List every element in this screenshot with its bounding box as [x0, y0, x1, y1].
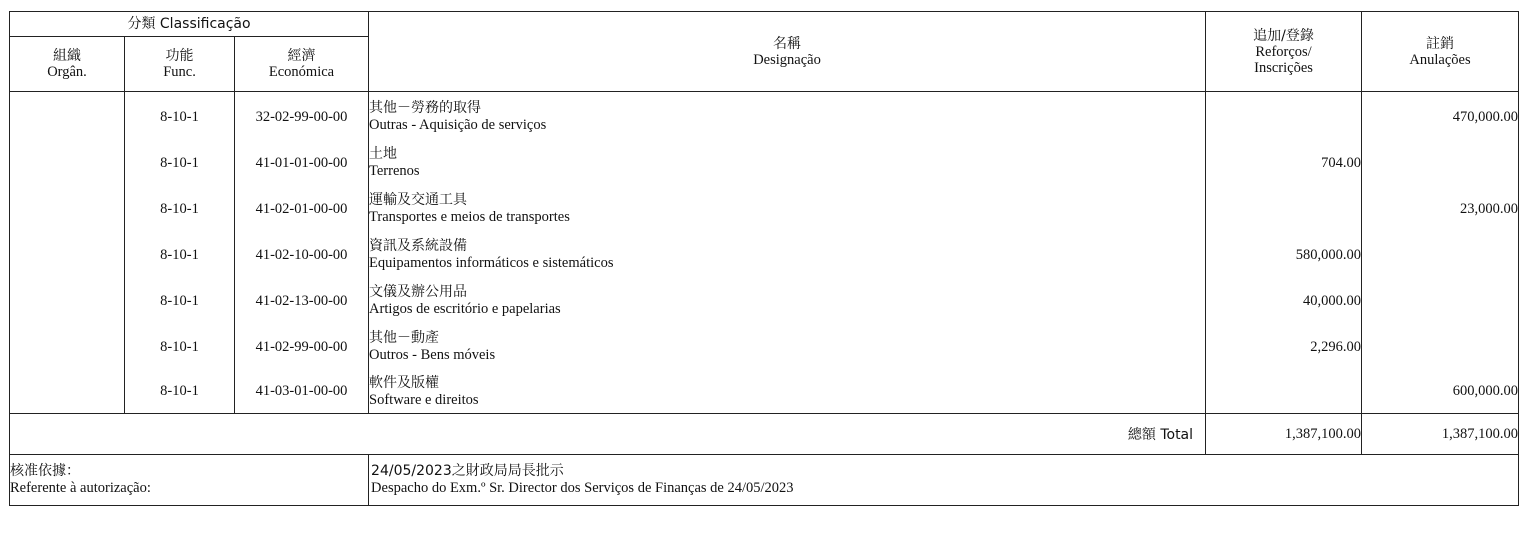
reforcos-pt1: Reforços/ — [1255, 43, 1312, 60]
econ-cell: 41-02-99-00-00 — [235, 324, 369, 370]
func-pt: Func. — [163, 64, 196, 80]
designation-cell — [369, 278, 1206, 324]
authorization-label-pt: Referente à autorização: — [10, 480, 151, 496]
table-row — [10, 370, 1519, 414]
func-cell: 8-10-1 — [125, 232, 235, 278]
organ-cell — [10, 140, 125, 186]
authorization-label-zh: 核准依據： — [10, 463, 80, 479]
anulacoes-cell — [1362, 232, 1519, 278]
econ-cell: 32-02-99-00-00 — [235, 92, 369, 141]
organ-cell — [10, 232, 125, 278]
designation-pt-text: Transportes e meios de transportes — [369, 209, 570, 225]
anulacoes-cell — [1362, 324, 1519, 370]
designation-header — [369, 12, 1206, 92]
table-row — [10, 140, 1519, 186]
designation-cell — [369, 324, 1206, 370]
func-header — [125, 37, 235, 92]
econ-cell: 41-01-01-00-00 — [235, 140, 369, 186]
table-row — [10, 324, 1519, 370]
designation-zh: 名稱 — [773, 35, 802, 52]
econ-header — [235, 37, 369, 92]
designation-pt-text: Outros - Bens móveis — [369, 347, 496, 363]
reforcos-cell — [1206, 92, 1362, 141]
designation-zh-text: 其他－勞務的取得 — [369, 100, 482, 116]
table-row — [10, 232, 1519, 278]
reforcos-header — [1206, 12, 1362, 92]
organ-pt: Orgân. — [47, 64, 87, 80]
designation-cell — [369, 140, 1206, 186]
authorization-label — [10, 455, 369, 506]
econ-pt: Económica — [268, 64, 335, 80]
reforcos-cell: 2,296.00 — [1206, 324, 1362, 370]
func-zh: 功能 — [165, 48, 194, 64]
designation-pt-text: Terrenos — [369, 163, 420, 179]
designation-cell — [369, 232, 1206, 278]
total-row — [10, 414, 1519, 455]
organ-cell — [10, 278, 125, 324]
econ-cell: 41-03-01-00-00 — [235, 370, 369, 414]
table-row — [10, 186, 1519, 232]
designation-pt-text: Equipamentos informáticos e sistemáticos — [369, 255, 614, 271]
econ-cell: 41-02-01-00-00 — [235, 186, 369, 232]
anulacoes-cell: 470,000.00 — [1362, 92, 1519, 141]
reforcos-cell: 580,000.00 — [1206, 232, 1362, 278]
total-label-text: 總額 Total — [1127, 427, 1194, 443]
func-cell: 8-10-1 — [125, 92, 235, 141]
authorization-row — [10, 455, 1519, 506]
organ-cell — [10, 370, 125, 414]
designation-pt: Designação — [753, 51, 821, 68]
organ-header — [10, 37, 125, 92]
anulacoes-header — [1362, 12, 1519, 92]
total-reforcos: 1,387,100.00 — [1206, 414, 1362, 455]
func-cell: 8-10-1 — [125, 140, 235, 186]
anulacoes-cell: 600,000.00 — [1362, 370, 1519, 414]
econ-cell: 41-02-13-00-00 — [235, 278, 369, 324]
econ-zh: 經濟 — [287, 48, 316, 64]
designation-cell — [369, 92, 1206, 141]
anulacoes-pt: Anulações — [1409, 51, 1471, 68]
authorization-text — [369, 455, 1519, 506]
reforcos-zh: 追加/登錄 — [1253, 27, 1314, 44]
organ-cell — [10, 92, 125, 141]
classification-label: 分類 Classificação — [127, 16, 251, 32]
total-anulacoes: 1,387,100.00 — [1362, 414, 1519, 455]
organ-zh: 組織 — [53, 48, 81, 64]
reforcos-cell: 704.00 — [1206, 140, 1362, 186]
func-cell: 8-10-1 — [125, 324, 235, 370]
designation-zh-text: 運輸及交通工具 — [369, 192, 468, 208]
designation-zh-text: 其他－動產 — [369, 330, 440, 346]
organ-cell — [10, 324, 125, 370]
anulacoes-cell: 23,000.00 — [1362, 186, 1519, 232]
authorization-text-pt: Despacho do Exm.º Sr. Director dos Serviços de Finanças de 24/05/2023 — [371, 480, 794, 496]
func-cell: 8-10-1 — [125, 278, 235, 324]
anulacoes-zh: 註銷 — [1426, 35, 1455, 52]
table-row — [10, 278, 1519, 324]
organ-cell — [10, 186, 125, 232]
reforcos-cell — [1206, 370, 1362, 414]
table-row — [10, 92, 1519, 141]
designation-cell — [369, 186, 1206, 232]
func-cell: 8-10-1 — [125, 186, 235, 232]
designation-zh-text: 土地 — [369, 146, 398, 162]
anulacoes-cell — [1362, 140, 1519, 186]
reforcos-cell — [1206, 186, 1362, 232]
anulacoes-cell — [1362, 278, 1519, 324]
classification-header — [10, 12, 369, 37]
designation-zh-text: 軟件及版權 — [369, 374, 440, 391]
designation-zh-text: 資訊及系統設備 — [369, 238, 468, 254]
designation-pt-text: Outras - Aquisição de serviços — [369, 117, 547, 133]
func-cell: 8-10-1 — [125, 370, 235, 414]
authorization-text-zh: 24/05/2023之財政局局長批示 — [371, 463, 564, 479]
econ-cell: 41-02-10-00-00 — [235, 232, 369, 278]
designation-cell — [369, 370, 1206, 414]
budget-table — [9, 11, 1519, 506]
designation-zh-text: 文儀及辦公用品 — [369, 284, 468, 300]
designation-pt-text: Software e direitos — [369, 391, 479, 408]
reforcos-cell: 40,000.00 — [1206, 278, 1362, 324]
total-label — [10, 414, 1206, 455]
reforcos-pt2: Inscrições — [1254, 59, 1313, 76]
designation-pt-text: Artigos de escritório e papelarias — [369, 301, 561, 317]
